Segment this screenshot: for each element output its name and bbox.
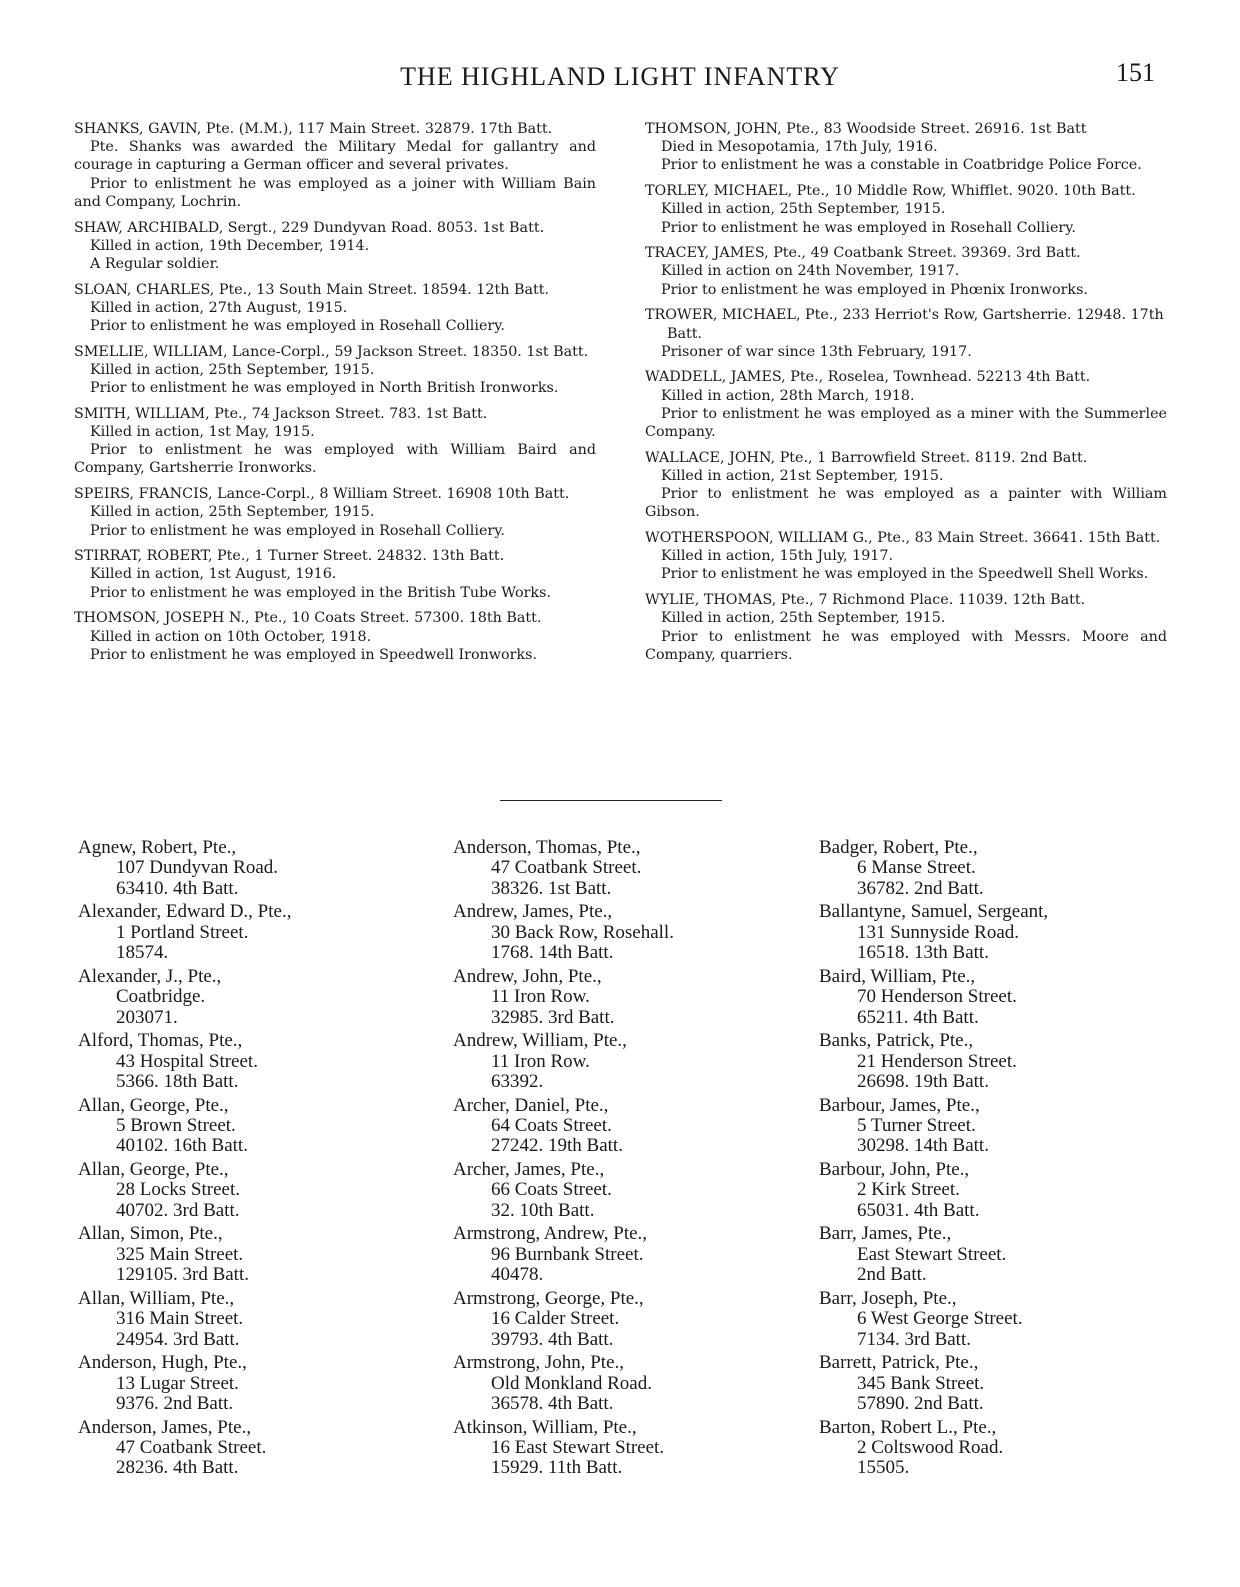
- roll-number-batt: 63410. 4th Batt.: [116, 877, 239, 899]
- roll-name: Archer, James, Pte.,: [453, 1159, 605, 1181]
- roll-name: Alexander, Edward D., Pte.,: [78, 901, 292, 923]
- entry-heading: STIRRAT, ROBERT, Pte., 1 Turner Street. 24832. 13th Batt.: [74, 548, 505, 565]
- roll-address: 6 West George Street.: [857, 1308, 1023, 1330]
- entry-detail-line: Killed in action, 1st August, 1916.: [90, 566, 337, 583]
- roll-name: Allan, George, Pte.,: [78, 1094, 229, 1116]
- casualty-entry: [74, 405, 596, 478]
- roll-address: 316 Main Street.: [116, 1308, 244, 1330]
- roll-entry: [819, 967, 1179, 1028]
- entry-paragraph: Pte. Shanks was awarded the Military Medal for gallantry and courage in capturing a German officer and several privates.: [74, 139, 596, 174]
- roll-entry: [453, 1224, 813, 1285]
- roll-address: 21 Henderson Street.: [857, 1050, 1017, 1072]
- roll-number-batt: 30298. 14th Batt.: [857, 1135, 989, 1157]
- roll-entry: [819, 1096, 1179, 1157]
- roll-name: Allan, Simon, Pte.,: [78, 1223, 223, 1245]
- roll-number-batt: 15929. 11th Batt.: [491, 1457, 623, 1479]
- casualty-entry: [645, 449, 1167, 522]
- roll-number-batt: 18574.: [116, 942, 169, 964]
- roll-name: Barr, James, Pte.,: [819, 1223, 952, 1245]
- roll-name: Atkinson, William, Pte.,: [453, 1416, 637, 1438]
- roll-entry: [453, 1096, 813, 1157]
- roll-address: 1 Portland Street.: [116, 921, 249, 943]
- roll-address: 30 Back Row, Rosehall.: [491, 921, 674, 943]
- roll-name: Andrew, James, Pte.,: [453, 901, 613, 923]
- entry-paragraph: Prior to enlistment he was employed in the Speedwell Shell Works.: [661, 566, 1149, 583]
- entry-detail-line: Died in Mesopotamia, 17th July, 1916.: [661, 139, 938, 156]
- roll-entry: [453, 1289, 813, 1350]
- roll-entry: [78, 1353, 438, 1414]
- roll-name: Anderson, James, Pte.,: [78, 1416, 252, 1438]
- roll-name: Agnew, Robert, Pte.,: [78, 837, 237, 858]
- entry-detail-line: Prior to enlistment he was employed in Rosehall Colliery.: [90, 522, 505, 539]
- roll-name: Armstrong, John, Pte.,: [453, 1352, 624, 1374]
- roll-number-batt: 129105. 3rd Batt.: [116, 1264, 249, 1286]
- entry-heading: SPEIRS, FRANCIS, Lance-Corpl., 8 William Street. 16908 10th Batt.: [74, 486, 570, 503]
- roll-entry: [819, 902, 1179, 963]
- roll-name: Andrew, William, Pte.,: [453, 1030, 627, 1052]
- roll-number-batt: 63392.: [491, 1071, 544, 1093]
- entry-detail-line: A Regular soldier.: [90, 255, 220, 272]
- roll-number-batt: 1768. 14th Batt.: [491, 942, 614, 964]
- entry-detail-line: Prior to enlistment he was employed in Phœnix Ironworks.: [661, 281, 1088, 298]
- roll-address: 107 Dundyvan Road.: [116, 857, 279, 879]
- roll-number-batt: 24954. 3rd Batt.: [116, 1328, 240, 1350]
- entry-heading: THOMSON, JOHN, Pte., 83 Woodside Street. 26916. 1st Batt: [645, 121, 1087, 137]
- entry-heading: WOTHERSPOON, WILLIAM G., Pte., 83 Main Street. 36641. 15th Batt.: [645, 530, 1161, 547]
- roll-number-batt: 28236. 4th Batt.: [116, 1457, 239, 1479]
- roll-address: 16 East Stewart Street.: [491, 1437, 665, 1459]
- entry-detail-line: Prisoner of war since 13th February, 1917.: [661, 343, 972, 360]
- roll-number-batt: 40702. 3rd Batt.: [116, 1199, 240, 1221]
- entry-detail-line: Killed in action, 25th September, 1915.: [661, 201, 946, 218]
- roll-name: Baird, William, Pte.,: [819, 965, 976, 987]
- roll-entry: [453, 838, 813, 899]
- entry-paragraph: Prior to enlistment he was employed as a joiner with William Bain and Company, Lochrin.: [74, 175, 596, 210]
- casualty-entry: [645, 120, 1167, 175]
- roll-entry: [453, 1031, 813, 1092]
- roll-entry: [819, 1224, 1179, 1285]
- entry-detail-line: Killed in action, 15th July, 1917.: [661, 548, 894, 565]
- roll-address: 13 Lugar Street.: [116, 1372, 239, 1394]
- entry-detail-line: Prior to enlistment he was employed in Speedwell Ironworks.: [90, 646, 538, 663]
- casualty-entry: [74, 281, 596, 336]
- roll-name: Alford, Thomas, Pte.,: [78, 1030, 243, 1052]
- roll-address: 70 Henderson Street.: [857, 986, 1017, 1008]
- casualty-entry: [645, 591, 1167, 664]
- roll-address: 11 Iron Row.: [491, 1050, 590, 1072]
- roll-entry: [819, 1353, 1179, 1414]
- roll-address: 325 Main Street.: [116, 1243, 244, 1265]
- section-divider: [500, 800, 722, 801]
- roll-number-batt: 39793. 4th Batt.: [491, 1328, 614, 1350]
- roll-number-batt: 2nd Batt.: [857, 1264, 927, 1286]
- roll-entry: [78, 1289, 438, 1350]
- roll-column-1: [78, 838, 438, 1482]
- roll-number-batt: 32. 10th Batt.: [491, 1199, 595, 1221]
- roll-number-batt: 5366. 18th Batt.: [116, 1071, 239, 1093]
- roll-number-batt: 36782. 2nd Batt.: [857, 877, 984, 899]
- casualty-entry: [74, 547, 596, 602]
- casualty-entry: [74, 343, 596, 398]
- roll-name: Ballantyne, Samuel, Sergeant,: [819, 901, 1049, 923]
- entry-paragraph: Prior to enlistment he was employed with Messrs. Moore and Company, quarriers.: [645, 628, 1167, 663]
- roll-number-batt: 16518. 13th Batt.: [857, 942, 989, 964]
- roll-number-batt: 203071.: [116, 1006, 178, 1028]
- entry-detail-line: Killed in action, 21st September, 1915.: [661, 467, 944, 484]
- roll-number-batt: 40102. 16th Batt.: [116, 1135, 248, 1157]
- entry-detail-line: Killed in action, 28th March, 1918.: [661, 387, 915, 404]
- roll-number-batt: 7134. 3rd Batt.: [857, 1328, 971, 1350]
- entry-detail-line: Killed in action, 25th September, 1915.: [661, 610, 946, 627]
- roll-name: Andrew, John, Pte.,: [453, 965, 602, 987]
- roll-number-batt: 36578. 4th Batt.: [491, 1393, 614, 1415]
- roll-name: Barton, Robert L., Pte.,: [819, 1416, 997, 1438]
- entry-detail-line: Killed in action, 25th September, 1915.: [90, 504, 375, 521]
- roll-column-3: [819, 838, 1179, 1482]
- page-number: 151: [1116, 58, 1155, 87]
- roll-entry: [453, 967, 813, 1028]
- entry-detail-line: Killed in action, 19th December, 1914.: [90, 237, 370, 254]
- roll-address: 6 Manse Street.: [857, 857, 976, 879]
- roll-entry: [819, 838, 1179, 899]
- roll-entry: [453, 1160, 813, 1221]
- roll-entry: [78, 1160, 438, 1221]
- roll-entry: [819, 1031, 1179, 1092]
- casualty-column-right: [645, 120, 1167, 671]
- roll-address: 47 Coatbank Street.: [116, 1437, 267, 1459]
- roll-address: 2 Coltswood Road.: [857, 1437, 1004, 1459]
- roll-address: 345 Bank Street.: [857, 1372, 985, 1394]
- entry-detail-line: Prior to enlistment he was employed in the British Tube Works.: [90, 584, 551, 601]
- roll-address: 11 Iron Row.: [491, 986, 590, 1008]
- casualty-entry: [74, 485, 596, 540]
- roll-number-batt: 38326. 1st Batt.: [491, 877, 612, 899]
- roll-address: 43 Hospital Street.: [116, 1050, 258, 1072]
- entry-detail-line: Prior to enlistment he was employed in Rosehall Colliery.: [661, 219, 1076, 236]
- roll-number-batt: 15505.: [857, 1457, 910, 1479]
- roll-name: Allan, William, Pte.,: [78, 1287, 235, 1309]
- roll-address: 5 Brown Street.: [116, 1115, 236, 1137]
- roll-name: Anderson, Hugh, Pte.,: [78, 1352, 247, 1374]
- roll-entry: [78, 967, 438, 1028]
- roll-entry: [819, 1418, 1179, 1479]
- entry-detail-line: Killed in action, 1st May, 1915.: [90, 424, 315, 441]
- entry-paragraph: Prior to enlistment he was employed with William Baird and Company, Gartsherrie Ironworks.: [74, 442, 596, 477]
- casualty-entry: [74, 120, 596, 211]
- roll-address: 131 Sunnyside Road.: [857, 921, 1020, 943]
- roll-entry: [453, 902, 813, 963]
- roll-number-batt: 40478.: [491, 1264, 544, 1286]
- roll-entry: [78, 902, 438, 963]
- casualty-entry: [645, 306, 1167, 361]
- casualty-entry: [74, 609, 596, 664]
- roll-number-batt: 65031. 4th Batt.: [857, 1199, 980, 1221]
- roll-number-batt: 32985. 3rd Batt.: [491, 1006, 615, 1028]
- casualty-entry: [645, 529, 1167, 584]
- entry-detail-line: Killed in action, 25th September, 1915.: [90, 361, 375, 378]
- roll-entry: [78, 838, 438, 899]
- entry-heading: TRACEY, JAMES, Pte., 49 Coatbank Street. 39369. 3rd Batt.: [645, 245, 1081, 262]
- roll-name: Barr, Joseph, Pte.,: [819, 1287, 957, 1309]
- casualty-column-left: [74, 120, 596, 671]
- roll-entry: [453, 1353, 813, 1414]
- roll-entry: [819, 1289, 1179, 1350]
- entry-detail-line: Prior to enlistment he was employed in North British Ironworks.: [90, 380, 559, 397]
- roll-name: Anderson, Thomas, Pte.,: [453, 837, 641, 858]
- roll-address: 16 Calder Street.: [491, 1308, 620, 1330]
- roll-address: 64 Coats Street.: [491, 1115, 612, 1137]
- roll-entry: [78, 1418, 438, 1479]
- roll-name: Badger, Robert, Pte.,: [819, 837, 978, 858]
- roll-address: East Stewart Street.: [857, 1243, 1007, 1265]
- entry-heading: TROWER, MICHAEL, Pte., 233 Herriot's Row, Gartsherrie. 12948. 17th Batt.: [645, 307, 1164, 342]
- entry-heading: SHAW, ARCHIBALD, Sergt., 229 Dundyvan Road. 8053. 1st Batt.: [74, 219, 545, 236]
- roll-entry: [453, 1418, 813, 1479]
- entry-detail-line: Killed in action, 27th August, 1915.: [90, 299, 348, 316]
- roll-address: 66 Coats Street.: [491, 1179, 612, 1201]
- entry-heading: SMELLIE, WILLIAM, Lance-Corpl., 59 Jackson Street. 18350. 1st Batt.: [74, 343, 589, 360]
- roll-number-batt: 57890. 2nd Batt.: [857, 1393, 984, 1415]
- roll-address: Old Monkland Road.: [491, 1372, 652, 1394]
- roll-address: Coatbridge.: [116, 986, 206, 1008]
- page-title: THE HIGHLAND LIGHT INFANTRY: [400, 62, 840, 91]
- casualty-entry: [74, 219, 596, 274]
- roll-address: 96 Burnbank Street.: [491, 1243, 644, 1265]
- roll-column-2: [453, 838, 813, 1482]
- roll-address: 28 Locks Street.: [116, 1179, 241, 1201]
- entry-heading: THOMSON, JOSEPH N., Pte., 10 Coats Street. 57300. 18th Batt.: [74, 610, 542, 627]
- entry-detail-line: Prior to enlistment he was employed in Rosehall Colliery.: [90, 318, 505, 335]
- roll-entry: [78, 1031, 438, 1092]
- casualty-entry: [645, 368, 1167, 441]
- roll-name: Allan, George, Pte.,: [78, 1159, 229, 1181]
- roll-name: Archer, Daniel, Pte.,: [453, 1094, 609, 1116]
- roll-name: Barrett, Patrick, Pte.,: [819, 1352, 979, 1374]
- casualty-entry: [645, 244, 1167, 299]
- roll-name: Alexander, J., Pte.,: [78, 965, 222, 987]
- roll-name: Armstrong, Andrew, Pte.,: [453, 1223, 648, 1245]
- entry-heading: WYLIE, THOMAS, Pte., 7 Richmond Place. 11039. 12th Batt.: [645, 592, 1086, 609]
- roll-address: 5 Turner Street.: [857, 1115, 976, 1137]
- roll-address: 2 Kirk Street.: [857, 1179, 960, 1201]
- entry-heading: WADDELL, JAMES, Pte., Roselea, Townhead. 52213 4th Batt.: [645, 369, 1091, 386]
- entry-heading: SHANKS, GAVIN, Pte. (M.M.), 117 Main Street. 32879. 17th Batt.: [74, 121, 553, 137]
- entry-heading: SMITH, WILLIAM, Pte., 74 Jackson Street. 783. 1st Batt.: [74, 405, 488, 422]
- roll-number-batt: 27242. 19th Batt.: [491, 1135, 623, 1157]
- entry-paragraph: Prior to enlistment he was a constable in Coatbridge Police Force.: [661, 157, 1142, 174]
- roll-name: Barbour, James, Pte.,: [819, 1094, 980, 1116]
- roll-name: Banks, Patrick, Pte.,: [819, 1030, 974, 1052]
- entry-heading: WALLACE, JOHN, Pte., 1 Barrowfield Street. 8119. 2nd Batt.: [645, 449, 1088, 466]
- entry-detail-line: Killed in action on 24th November, 1917.: [661, 263, 960, 280]
- roll-entry: [819, 1160, 1179, 1221]
- roll-name: Armstrong, George, Pte.,: [453, 1287, 644, 1309]
- entry-detail-line: Killed in action on 10th October, 1918.: [90, 628, 372, 645]
- roll-entry: [78, 1224, 438, 1285]
- roll-number-batt: 9376. 2nd Batt.: [116, 1393, 234, 1415]
- roll-entry: [78, 1096, 438, 1157]
- roll-number-batt: 65211. 4th Batt.: [857, 1006, 979, 1028]
- casualty-entry: [645, 182, 1167, 237]
- entry-heading: TORLEY, MICHAEL, Pte., 10 Middle Row, Whifflet. 9020. 10th Batt.: [645, 183, 1136, 200]
- entry-paragraph: Prior to enlistment he was employed as a painter with William Gibson.: [645, 486, 1167, 521]
- roll-name: Barbour, John, Pte.,: [819, 1159, 970, 1181]
- roll-address: 47 Coatbank Street.: [491, 857, 642, 879]
- entry-paragraph: Prior to enlistment he was employed as a miner with the Summerlee Company.: [645, 405, 1167, 441]
- roll-number-batt: 26698. 19th Batt.: [857, 1071, 989, 1093]
- entry-heading: SLOAN, CHARLES, Pte., 13 South Main Street. 18594. 12th Batt.: [74, 281, 550, 298]
